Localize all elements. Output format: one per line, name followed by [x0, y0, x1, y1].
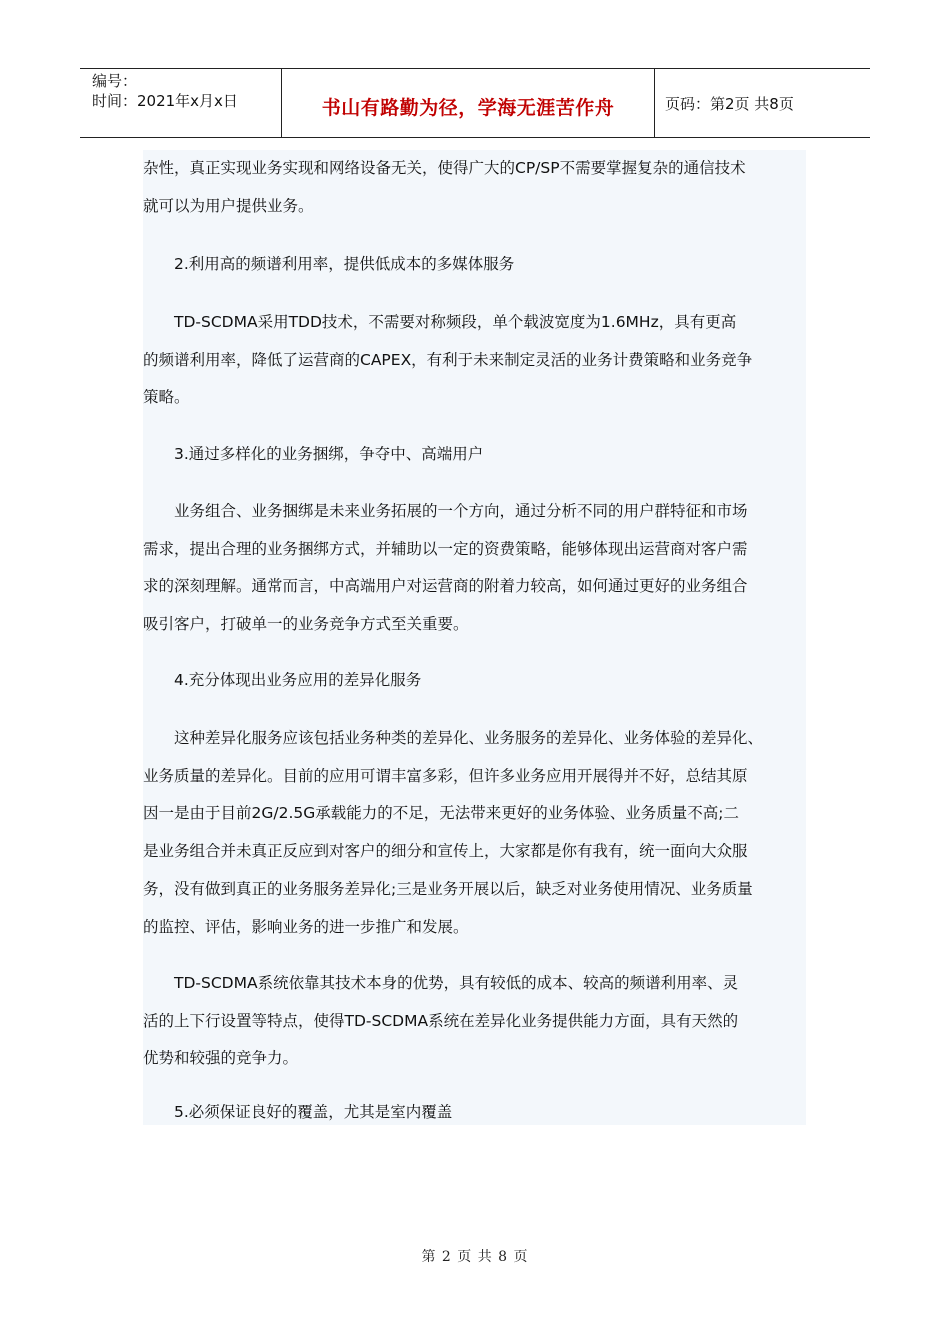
- heading-line: 5.必须保证良好的覆盖，尤其是室内覆盖: [143, 1103, 453, 1121]
- header-meta: [80, 69, 282, 137]
- text-line: 这种差异化服务应该包括业务种类的差异化、业务服务的差异化、业务体验的差异化、: [143, 729, 764, 747]
- text-line: 策略。: [143, 388, 190, 407]
- text-line: 就可以为用户提供业务。: [143, 196, 314, 215]
- section-heading-5: [143, 1094, 806, 1132]
- section-heading-3: [143, 436, 806, 474]
- heading-line: 4.充分体现出业务应用的差异化服务: [143, 671, 422, 689]
- text-line: 务，没有做到真正的业务服务差异化;三是业务开展以后，缺乏对业务使用情况、业务质量: [143, 879, 753, 898]
- section-heading-2: [143, 246, 806, 284]
- text-line: 是业务组合并未真正反应到对客户的细分和宣传上，大家都是你有我有，统一面向大众服: [143, 842, 748, 861]
- section-heading-4: [143, 662, 806, 700]
- paragraph-continuation: [143, 150, 806, 225]
- document-number-label: 编号：: [92, 72, 138, 90]
- text-line: TD-SCDMA系统依靠其技术本身的优势，具有较低的成本、较高的频谱利用率、灵: [143, 974, 739, 992]
- page-header: [80, 68, 870, 138]
- text-line: 求的深刻理解。通常而言，中高端用户对运营商的附着力较高，如何通过更好的业务组合: [143, 577, 748, 596]
- page-footer: [0, 1246, 950, 1266]
- document-time-label: 时间：2021年x月x日: [92, 92, 238, 110]
- text-line: TD-SCDMA采用TDD技术，不需要对称频段，单个载波宽度为1.6MHz，具有更高: [143, 313, 737, 331]
- header-page-cell: [655, 69, 870, 137]
- header-motto: 书山有路勤为径，学海无涯苦作舟: [321, 96, 615, 119]
- text-line: 杂性，真正实现业务实现和网络设备无关，使得广大的CP/SP不需要掌握复杂的通信技术: [143, 159, 746, 177]
- text-line: 吸引客户，打破单一的业务竞争方式至关重要。: [143, 615, 469, 634]
- document-body: [143, 150, 806, 1125]
- header-motto-cell: [282, 69, 655, 137]
- text-line: 的频谱利用率，降低了运营商的CAPEX，有利于未来制定灵活的业务计费策略和业务竞争: [143, 350, 753, 369]
- heading-line: 2.利用高的频谱利用率，提供低成本的多媒体服务: [143, 255, 515, 273]
- paragraph-tdd: [143, 304, 806, 417]
- footer-page-number: 第 2 页 共 8 页: [421, 1249, 529, 1265]
- text-line: 需求，提出合理的业务捆绑方式，并辅助以一定的资费策略，能够体现出运营商对客户需: [143, 539, 748, 558]
- text-line: 优势和较强的竞争力。: [143, 1049, 299, 1068]
- text-line: 因一是由于目前2G/2.5G承载能力的不足，无法带来更好的业务体验、业务质量不高;二: [143, 804, 739, 823]
- paragraph-differentiation: [143, 720, 806, 946]
- paragraph-td-scdma-advantage: [143, 965, 806, 1078]
- header-page-number: 页码：第2页 共8页: [665, 94, 794, 113]
- text-line: 业务质量的差异化。目前的应用可谓丰富多彩，但许多业务应用开展得并不好，总结其原: [143, 766, 748, 785]
- heading-line: 3.通过多样化的业务捆绑，争夺中、高端用户: [143, 445, 484, 463]
- text-line: 活的上下行设置等特点，使得TD-SCDMA系统在差异化业务提供能力方面，具有天然的: [143, 1011, 739, 1030]
- text-line: 的监控、评估，影响业务的进一步推广和发展。: [143, 917, 469, 936]
- text-line: 业务组合、业务捆绑是未来业务拓展的一个方向，通过分析不同的用户群特征和市场: [143, 502, 748, 520]
- paragraph-bundling: [143, 493, 806, 644]
